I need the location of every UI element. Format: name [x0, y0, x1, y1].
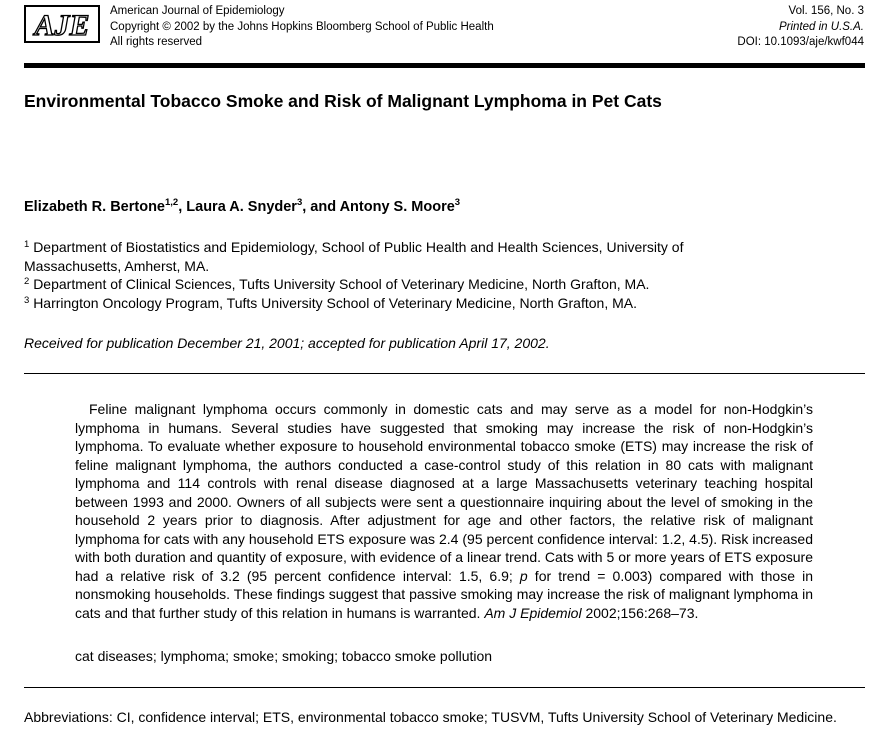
abstract-p-symbol: p [519, 567, 528, 584]
author-affiliation-marker: 3 [296, 197, 303, 208]
author-name: Elizabeth R. Bertone [24, 199, 165, 215]
journal-logo [24, 5, 100, 43]
author-name: Laura A. Snyder [186, 199, 297, 215]
citation-journal: Am J Epidemiol [484, 604, 582, 621]
received-dates: Received for publication December 21, 2001; accepted for publication April 17, 2002. [24, 335, 550, 351]
affiliation-number: 2 [24, 276, 30, 287]
affiliation-text: Department of Clinical Sciences, Tufts University School of Veterinary Medicine, North Grafton, MA. [33, 276, 650, 292]
author-separator: , [178, 199, 187, 215]
affiliation-list [24, 238, 784, 312]
author-name: Antony S. Moore [339, 199, 455, 215]
abstract-top-rule [24, 373, 865, 374]
logo-lettering: AJE [34, 9, 90, 41]
author-affiliation-marker: 1,2 [165, 197, 179, 208]
abstract-text: for trend = 0.003) compared with those in nonsmoking households. These findings suggest that passive smoking may increase the risk of malignant lymphoma in cats and that further study of this relation in humans is warranted. [75, 567, 813, 621]
affiliation-item [24, 294, 784, 313]
author-separator: , and [302, 199, 340, 215]
abstract-bottom-rule [24, 687, 865, 688]
abstract [75, 400, 813, 622]
affiliation-number: 1 [24, 239, 30, 250]
keywords: cat diseases; lymphoma; smoke; smoking; tobacco smoke pollution [75, 648, 493, 664]
author-list [24, 198, 460, 216]
journal-info [110, 4, 494, 51]
doi-line: DOI: 10.1093/aje/kwf044 [737, 36, 864, 48]
copyright-line: Copyright © 2002 by the Johns Hopkins Bloomberg School of Public Health [110, 20, 494, 33]
author-affiliation-marker: 3 [454, 197, 461, 208]
citation-details: 2002;156:268–73. [581, 604, 699, 621]
affiliation-text: Department of Biostatistics and Epidemiology, School of Public Health and Health Sciences, University of Massachusetts, Amherst, MA. [24, 239, 684, 274]
volume-line: Vol. 156, No. 3 [788, 5, 864, 17]
article-title: Environmental Tobacco Smoke and Risk of Malignant Lymphoma in Pet Cats [24, 91, 662, 111]
affiliation-item [24, 238, 784, 275]
abbreviations: Abbreviations: CI, confidence interval; ETS, environmental tobacco smoke; TUSVM, Tufts University School of Veterinary Medicine. [24, 709, 837, 725]
affiliation-number: 3 [24, 294, 30, 306]
affiliation-text: Harrington Oncology Program, Tufts University School of Veterinary Medicine, North Grafton, MA. [33, 294, 637, 311]
aje-logo-graphic [26, 7, 98, 41]
printed-line: Printed in U.S.A. [778, 20, 864, 33]
issue-info [737, 4, 864, 51]
rights-line: All rights reserved [110, 36, 203, 48]
header-rule [24, 63, 865, 68]
abstract-text: Feline malignant lymphoma occurs commonly in domestic cats and may serve as a model for non-Hodgkin’s lymphoma in humans. Several studies have suggested that smoking may increase the risk of non-Hodgkin’s lymphoma. To evaluate whether exposure to household environmental tobacco smoke (ETS) may increase the risk of feline malignant lymphoma, the authors conducted a case-control study of this relation in 80 cats with malignant lymphoma and 114 controls with renal disease diagnosed at a large Massachusetts veterinary teaching hospital between 1993 and 2000. Owners of all subjects were sent a questionnaire inquiring about the level of smoking in the household 2 years prior to diagnosis. After adjustment for age and other factors, the relative risk of malignant lymphoma for cats with any household ETS exposure was 2.4 (95 percent confidence interval: 1.2, 4.5). Risk increased with both duration and quantity of exposure, with evidence of a linear trend. Cats with 5 or more years of ETS exposure had a relative risk of 3.2 (95 percent confidence interval: 1.5, 6.9; [75, 401, 813, 584]
affiliation-item [24, 275, 784, 294]
journal-name: American Journal of Epidemiology [110, 5, 285, 17]
